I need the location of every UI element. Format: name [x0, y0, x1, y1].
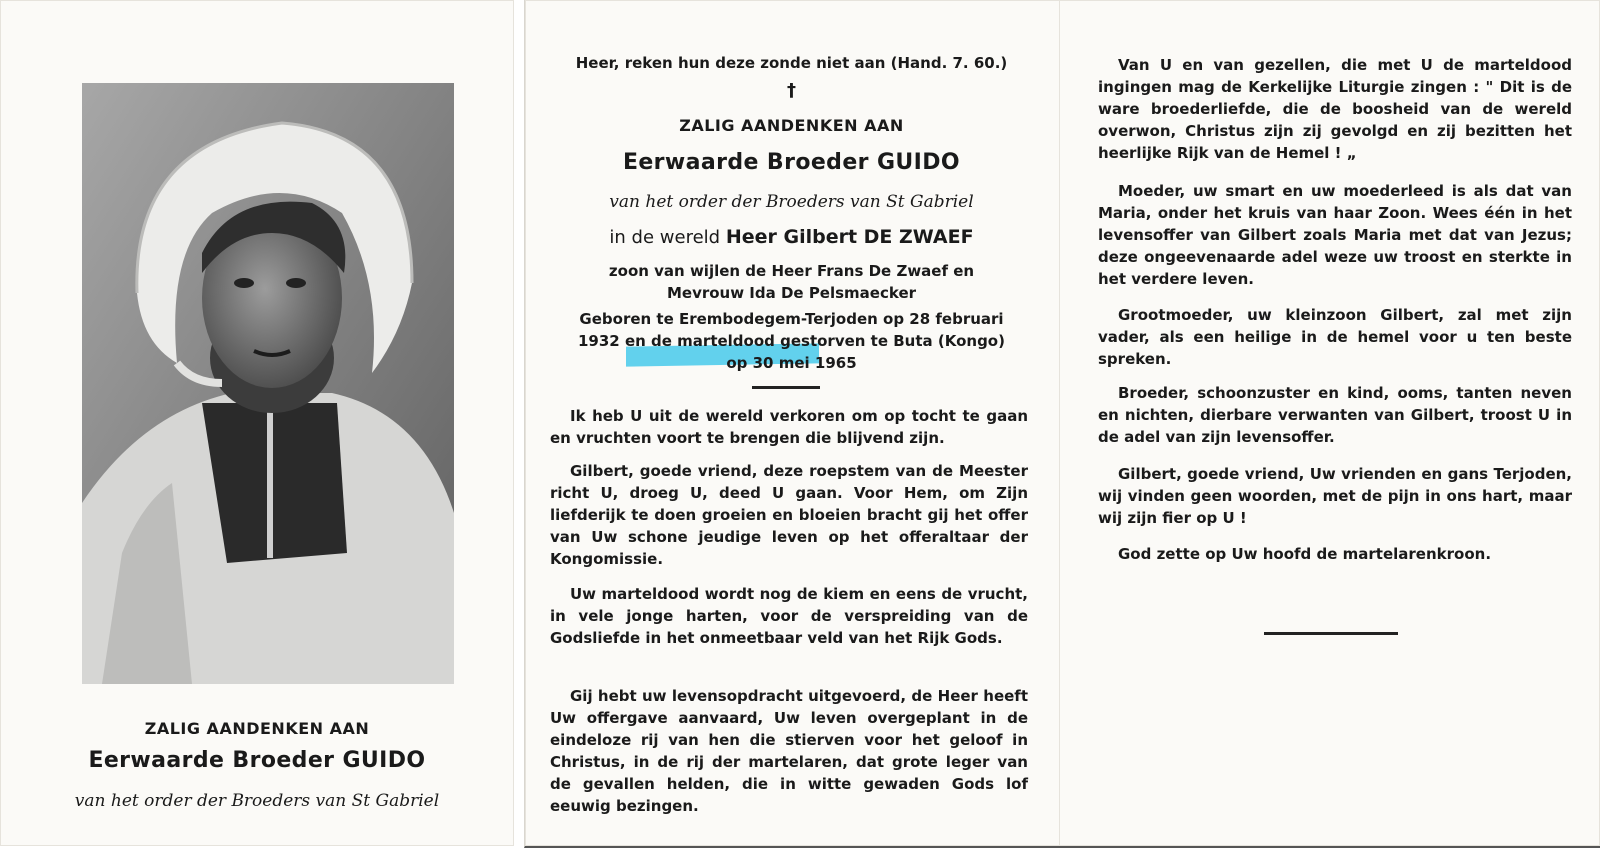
- caption-line-1: ZALIG AANDENKEN AAN: [144, 719, 370, 738]
- left-card: [0, 0, 514, 846]
- middle-paragraph: Ik heb U uit de wereld verkoren om op tocht te gaan en vruchten voort te brengen die blijvend zijn.: [550, 407, 1028, 447]
- birth-death: [524, 308, 1059, 374]
- born-line-2: 1932 en de marteldood gestorven te Buta (Kongo): [578, 332, 1005, 350]
- divider: [752, 386, 820, 389]
- middle-paragraph: Gij hebt uw levensopdracht uitgevoerd, de Heer heeft Uw offergave aanvaard, Uw leven overgeplant in de eindeloze rij van hen die stierven voor het geloof in Christus, in de rij der martelaren, dat grote leger van de gevallen helden, die in witte gewaden Gods lof eeuwig bezingen.: [550, 687, 1028, 815]
- right-paragraph: Moeder, uw smart en uw moederleed is als dat van Maria, onder het kruis van haar Zoon. Wees één in het levensoffer van Gilbert zoals Maria met dat van Jezus; deze ongeevenaarde adel weze uw troost en sterkte in het verdere leven.: [1098, 182, 1572, 288]
- cross-icon: †: [787, 80, 796, 101]
- right-paragraph: Grootmoeder, uw kleinzoon Gilbert, zal met zijn vader, als een heilige in de hemel voor u ten beste spreken.: [1098, 306, 1572, 368]
- portrait-photo: [82, 83, 454, 684]
- portrait-illustration: [82, 83, 454, 684]
- end-divider: [1264, 632, 1398, 635]
- memorial-order: van het order der Broeders van St Gabriel: [609, 192, 974, 212]
- parents: [524, 260, 1059, 304]
- right-paragraph: Van U en van gezellen, die met U de marteldood ingingen mag de Kerkelijke Liturgie zingen : " Dit is de ware broederliefde, die de boosheid van de wereld overwon, Christus zijn zij gevolgd en zij bezitten het heerlijke Rijk van de Hemel ! „: [1098, 56, 1572, 162]
- middle-paragraph: Uw marteldood wordt nog de kiem en eens de vrucht, in vele jonge harten, voor de verspreiding van de Godsliefde in het onmeetbaar veld van het Rijk Gods.: [550, 585, 1028, 647]
- parents-line-2: Mevrouw Ida De Pelsmaecker: [666, 284, 917, 302]
- right-paragraph: Gilbert, goede vriend, Uw vrienden en gans Terjoden, wij vinden geen woorden, met de pijn in ons hart, maar wij zijn fier op U !: [1098, 465, 1572, 527]
- bible-quote: Heer, reken hun deze zonde niet aan (Hand. 7. 60.): [575, 54, 1008, 72]
- born-line-1: Geboren te Erembodegem-Terjoden op 28 februari: [579, 310, 1004, 328]
- world-name: [524, 226, 1059, 248]
- caption-order: van het order der Broeders van St Gabriel: [74, 791, 440, 811]
- memorial-heading: ZALIG AANDENKEN AAN: [679, 116, 904, 135]
- world-name-bold: Heer Gilbert DE ZWAEF: [725, 226, 974, 248]
- middle-paragraph: Gilbert, goede vriend, deze roepstem van de Meester richt U, droeg U, deed U gaan. Voor Hem, om Zijn liefderijk te doen groeien en bloeien bracht gij het offer van Uw schone jeudige leven op het offeraltaar der Kongomissie.: [550, 462, 1028, 568]
- parents-line-1: zoon van wijlen de Heer Frans De Zwaef en: [608, 262, 975, 280]
- right-paragraph: God zette op Uw hoofd de martelarenkroon.: [1118, 545, 1492, 563]
- born-line-3: op 30 mei 1965: [726, 354, 857, 372]
- memorial-name: Eerwaarde Broeder GUIDO: [622, 150, 961, 175]
- world-name-prefix: in de wereld: [609, 227, 721, 248]
- caption-name: Eerwaarde Broeder GUIDO: [88, 748, 426, 773]
- right-paragraph: Broeder, schoonzuster en kind, ooms, tanten neven en nichten, dierbare verwanten van Gilbert, troost U in de adel van zijn levensoffer.: [1098, 384, 1572, 446]
